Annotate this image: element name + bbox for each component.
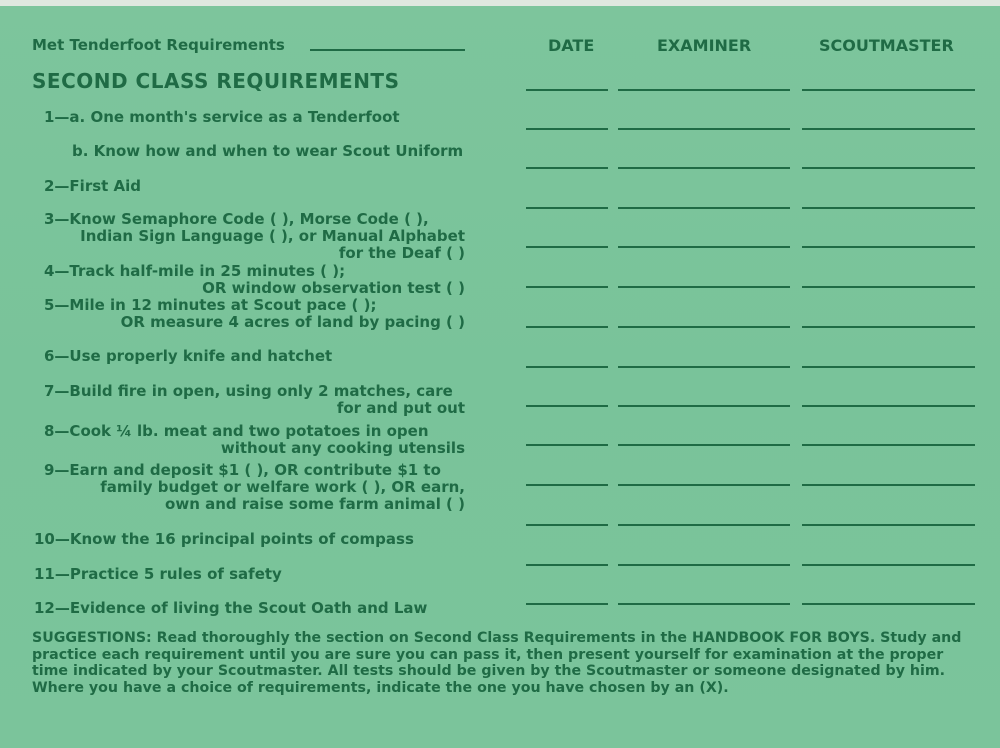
examiner-line[interactable] <box>618 484 790 486</box>
requirement-3-line-1: 3—Know Semaphore Code ( ), Morse Code ( ), <box>44 210 429 228</box>
met-tenderfoot-label: Met Tenderfoot Requirements <box>32 36 285 54</box>
requirement-4-line-2: OR window observation test ( ) <box>202 279 465 297</box>
examiner-line[interactable] <box>618 524 790 526</box>
requirement-2: 2—First Aid <box>44 177 142 195</box>
scoutmaster-line[interactable] <box>802 444 975 446</box>
examiner-line[interactable] <box>618 167 790 169</box>
date-line[interactable] <box>526 603 608 605</box>
examiner-line[interactable] <box>618 246 790 248</box>
scoutmaster-line[interactable] <box>802 484 975 486</box>
requirement-4-line-1: 4—Track half-mile in 25 minutes ( ); <box>44 262 346 280</box>
page-title: SECOND CLASS REQUIREMENTS <box>32 69 400 93</box>
requirement-9-line-3: own and raise some farm animal ( ) <box>165 495 465 513</box>
date-line[interactable] <box>526 286 608 288</box>
date-line[interactable] <box>526 366 608 368</box>
requirement-8-line-2: without any cooking utensils <box>220 439 465 457</box>
requirement-9-line-1: 9—Earn and deposit $1 ( ), OR contribute $1 to <box>44 461 441 479</box>
scoutmaster-line[interactable] <box>802 89 975 91</box>
requirement-5-line-2: OR measure 4 acres of land by pacing ( ) <box>120 313 465 331</box>
requirement-7-line-2: for and put out <box>336 399 465 417</box>
column-header-examiner: EXAMINER <box>657 36 752 55</box>
scoutmaster-line[interactable] <box>802 207 975 209</box>
scoutmaster-line[interactable] <box>802 128 975 130</box>
suggestions-paragraph: SUGGESTIONS: Read thoroughly the section on Second Class Requirements in the HANDBOOK FOR BOYS. Study and practice each requirement until you are sure you can pass it, then present yourself for examination at the proper time indicated by your Scoutmaster. All tests should be given by the Scoutmaster or someone designated by him. Where you have a choice of requirements, indicate the one you have chosen by an (X). <box>32 630 962 696</box>
date-line[interactable] <box>526 89 608 91</box>
requirement-7-line-1: 7—Build fire in open, using only 2 matches, care <box>44 382 453 400</box>
date-line[interactable] <box>526 207 608 209</box>
scoutmaster-line[interactable] <box>802 286 975 288</box>
column-header-scoutmaster: SCOUTMASTER <box>819 36 954 55</box>
requirement-1a: 1—a. One month's service as a Tenderfoot <box>44 108 400 126</box>
scoutmaster-line[interactable] <box>802 246 975 248</box>
requirement-10: 10—Know the 16 principal points of compass <box>34 530 414 548</box>
scoutmaster-line[interactable] <box>802 326 975 328</box>
met-tenderfoot-signature-line[interactable] <box>310 49 465 51</box>
requirement-11: 11—Practice 5 rules of safety <box>34 565 282 583</box>
scoutmaster-line[interactable] <box>802 366 975 368</box>
requirement-8-line-1: 8—Cook ¼ lb. meat and two potatoes in open <box>44 422 429 440</box>
scoutmaster-line[interactable] <box>802 603 975 605</box>
requirement-6: 6—Use properly knife and hatchet <box>44 347 333 365</box>
examiner-line[interactable] <box>618 89 790 91</box>
examiner-line[interactable] <box>618 207 790 209</box>
requirement-12: 12—Evidence of living the Scout Oath and Law <box>34 599 428 617</box>
date-line[interactable] <box>526 405 608 407</box>
column-header-date: DATE <box>548 36 595 55</box>
requirement-5-line-1: 5—Mile in 12 minutes at Scout pace ( ); <box>44 296 377 314</box>
examiner-line[interactable] <box>618 366 790 368</box>
date-line[interactable] <box>526 564 608 566</box>
date-line[interactable] <box>526 167 608 169</box>
date-line[interactable] <box>526 128 608 130</box>
date-line[interactable] <box>526 484 608 486</box>
scoutmaster-line[interactable] <box>802 167 975 169</box>
requirement-9-line-2: family budget or welfare work ( ), OR earn, <box>100 478 465 496</box>
examiner-line[interactable] <box>618 128 790 130</box>
date-line[interactable] <box>526 246 608 248</box>
examiner-line[interactable] <box>618 326 790 328</box>
scoutmaster-line[interactable] <box>802 564 975 566</box>
examiner-line[interactable] <box>618 286 790 288</box>
examiner-line[interactable] <box>618 405 790 407</box>
date-line[interactable] <box>526 444 608 446</box>
date-line[interactable] <box>526 524 608 526</box>
requirement-3-line-2: Indian Sign Language ( ), or Manual Alphabet <box>80 227 465 245</box>
requirement-3-line-3: for the Deaf ( ) <box>338 244 465 262</box>
requirement-1b: b. Know how and when to wear Scout Uniform <box>72 142 464 160</box>
scoutmaster-line[interactable] <box>802 524 975 526</box>
date-line[interactable] <box>526 326 608 328</box>
examiner-line[interactable] <box>618 444 790 446</box>
examiner-line[interactable] <box>618 564 790 566</box>
scoutmaster-line[interactable] <box>802 405 975 407</box>
examiner-line[interactable] <box>618 603 790 605</box>
